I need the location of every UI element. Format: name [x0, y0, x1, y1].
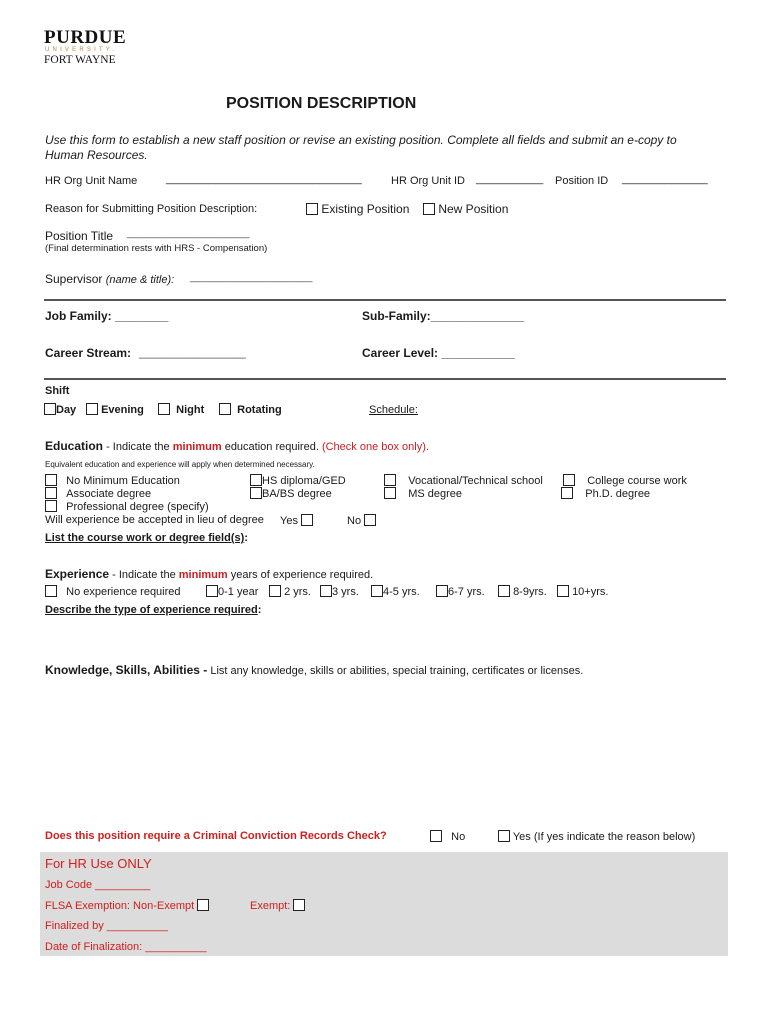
- edu-ms-checkbox[interactable]: [384, 487, 396, 499]
- exp-2-option[interactable]: [269, 585, 311, 598]
- org-unit-id-field[interactable]: ___________: [476, 173, 544, 185]
- shift-rotating-option[interactable]: [219, 403, 282, 416]
- criminal-no-checkbox[interactable]: [430, 830, 442, 842]
- hr-non-exempt-checkbox[interactable]: [197, 899, 209, 911]
- edu-associate-label: Associate degree: [66, 488, 152, 500]
- career-stream-field[interactable]: ________________: [139, 345, 246, 359]
- ksa-desc: List any knowledge, skills or abilities, special training, certificates or licenses.: [207, 665, 584, 677]
- ksa-heading: [45, 663, 583, 677]
- edu-ms-option[interactable]: [384, 487, 462, 500]
- exp-none-option[interactable]: [45, 585, 181, 598]
- shift-rotating-checkbox[interactable]: [219, 403, 231, 415]
- hr-exempt-checkbox[interactable]: [293, 899, 305, 911]
- education-label: Education: [45, 439, 104, 453]
- edu-hs-label: HS diploma/GED: [262, 475, 346, 487]
- exp-none-checkbox[interactable]: [45, 585, 57, 597]
- education-check-one: (Check one box only).: [321, 441, 429, 453]
- edu-lieu-no-option[interactable]: [347, 514, 376, 527]
- exp-8-9-checkbox[interactable]: [498, 585, 510, 597]
- edu-lieu-question: Will experience be accepted in lieu of degree: [45, 514, 264, 526]
- logo-name: PURDUE: [44, 27, 127, 48]
- reason-new-option[interactable]: [423, 202, 508, 216]
- exp-10-checkbox[interactable]: [557, 585, 569, 597]
- edu-no-minimum-checkbox[interactable]: [45, 474, 57, 486]
- supervisor-hint: (name & title):: [105, 274, 175, 286]
- education-minimum: minimum: [172, 441, 222, 453]
- edu-lieu-yes-option[interactable]: [280, 514, 313, 527]
- exp-0-1-option[interactable]: [206, 585, 258, 598]
- edu-college-option[interactable]: [563, 474, 687, 487]
- shift-night-checkbox[interactable]: [158, 403, 170, 415]
- education-desc-2: education required.: [221, 441, 322, 453]
- position-id-field[interactable]: ______________: [622, 173, 708, 185]
- shift-day-label: Day: [56, 404, 77, 416]
- education-equivalent-note: Equivalent education and experience will apply when determined necessary.: [45, 460, 315, 469]
- org-unit-name-field[interactable]: ________________________________: [166, 173, 362, 185]
- experience-desc-2: years of experience required.: [227, 569, 374, 581]
- shift-evening-option[interactable]: [86, 403, 144, 416]
- criminal-yes-label: Yes (If yes indicate the reason below): [512, 831, 696, 843]
- shift-evening-label: Evening: [101, 404, 144, 416]
- edu-vocational-label: Vocational/Technical school: [408, 475, 543, 487]
- edu-ba-checkbox[interactable]: [250, 487, 262, 499]
- edu-college-label: College course work: [587, 475, 687, 487]
- edu-professional-option[interactable]: [45, 500, 209, 513]
- job-family-field[interactable]: Job Family: ________: [45, 309, 169, 323]
- shift-day-option[interactable]: [44, 403, 76, 416]
- org-unit-id-label: HR Org Unit ID: [391, 175, 465, 187]
- hr-finalization-date-field[interactable]: Date of Finalization: __________: [45, 941, 207, 953]
- criminal-yes-option[interactable]: [498, 830, 695, 843]
- shift-night-option[interactable]: [158, 403, 204, 416]
- hr-finalized-by-field[interactable]: Finalized by __________: [45, 920, 168, 932]
- exp-8-9-option[interactable]: [498, 585, 547, 598]
- exp-4-5-checkbox[interactable]: [371, 585, 383, 597]
- supervisor-field[interactable]: ____________________: [190, 271, 313, 283]
- experience-label: Experience: [45, 567, 110, 581]
- reason-existing-option[interactable]: [306, 202, 409, 216]
- schedule-label: Schedule:: [369, 404, 418, 416]
- exp-4-5-label: 4-5 yrs.: [383, 586, 420, 598]
- edu-hs-option[interactable]: [250, 474, 346, 487]
- exp-4-5-option[interactable]: [371, 585, 420, 598]
- hr-exempt-label: Exempt:: [250, 900, 291, 912]
- edu-associate-option[interactable]: [45, 487, 151, 500]
- experience-minimum: minimum: [178, 569, 228, 581]
- position-title-note: (Final determination rests with HRS - Compensation): [45, 243, 268, 254]
- exp-10-label: 10+yrs.: [572, 586, 609, 598]
- edu-lieu-no-label: No: [347, 515, 362, 527]
- criminal-check-question: Does this position require a Criminal Conviction Records Check?: [45, 830, 387, 842]
- org-unit-name-label: HR Org Unit Name: [45, 175, 138, 187]
- divider-1: [44, 299, 726, 301]
- supervisor-label: [45, 272, 174, 286]
- edu-associate-checkbox[interactable]: [45, 487, 57, 499]
- experience-desc-1: - Indicate the: [109, 569, 179, 581]
- edu-lieu-yes-checkbox[interactable]: [301, 514, 313, 526]
- hr-job-code-field[interactable]: Job Code _________: [45, 879, 151, 891]
- intro-line-2: Human Resources.: [45, 148, 148, 162]
- criminal-no-label: No: [451, 831, 466, 843]
- existing-position-checkbox[interactable]: [306, 203, 318, 215]
- position-title-field[interactable]: ____________________: [127, 227, 250, 239]
- edu-professional-label: Professional degree (specify): [66, 501, 209, 513]
- edu-no-minimum-label: No Minimum Education: [66, 475, 180, 487]
- exp-10-option[interactable]: [557, 585, 608, 598]
- career-level-field[interactable]: Career Level: ___________: [362, 346, 515, 360]
- hr-flsa-non-exempt-option[interactable]: [45, 899, 209, 912]
- exp-describe-label: Describe the type of experience required: [45, 604, 258, 616]
- exp-0-1-checkbox[interactable]: [206, 585, 218, 597]
- edu-lieu-yes-label: Yes: [280, 515, 298, 527]
- shift-night-label: Night: [176, 404, 205, 416]
- edu-ba-label: BA/BS degree: [262, 488, 332, 500]
- edu-hs-checkbox[interactable]: [250, 474, 262, 486]
- edu-vocational-checkbox[interactable]: [384, 474, 396, 486]
- existing-position-label: Existing Position: [321, 202, 410, 216]
- logo-subtitle: UNIVERSITY.: [45, 47, 118, 53]
- exp-3-label: 3 yrs.: [332, 586, 359, 598]
- edu-no-minimum-option[interactable]: [45, 474, 180, 487]
- ksa-label: Knowledge, Skills, Abilities -: [45, 663, 208, 677]
- exp-3-option[interactable]: [320, 585, 359, 598]
- edu-phd-option[interactable]: [561, 487, 650, 500]
- edu-ms-label: MS degree: [408, 488, 463, 500]
- exp-0-1-label: 0-1 year: [218, 586, 259, 598]
- exp-6-7-checkbox[interactable]: [436, 585, 448, 597]
- new-position-label: New Position: [438, 202, 509, 216]
- shift-rotating-label: Rotating: [237, 404, 282, 416]
- hr-exempt-option[interactable]: [250, 899, 305, 912]
- exp-2-checkbox[interactable]: [269, 585, 281, 597]
- intro-line-1: Use this form to establish a new staff position or revise an existing position. Complete all fields and submit an e-copy to: [45, 133, 677, 147]
- experience-heading: [45, 567, 373, 581]
- reason-label: Reason for Submitting Position Description:: [45, 203, 258, 215]
- position-title-label: Position Title: [45, 229, 114, 243]
- criminal-yes-checkbox[interactable]: [498, 830, 510, 842]
- sub-family-field[interactable]: Sub-Family:______________: [362, 309, 525, 323]
- edu-college-checkbox[interactable]: [563, 474, 575, 486]
- education-heading: [45, 439, 429, 453]
- divider-2: [44, 378, 726, 380]
- edu-professional-checkbox[interactable]: [45, 500, 57, 512]
- exp-6-7-label: 6-7 yrs.: [448, 586, 485, 598]
- exp-6-7-option[interactable]: [436, 585, 485, 598]
- page-title: POSITION DESCRIPTION: [226, 95, 417, 112]
- criminal-no-option[interactable]: [430, 830, 465, 843]
- edu-phd-checkbox[interactable]: [561, 487, 573, 499]
- exp-3-checkbox[interactable]: [320, 585, 332, 597]
- edu-list-prompt: List the course work or degree field(s):: [45, 532, 248, 544]
- exp-describe-prompt: Describe the type of experience required:: [45, 604, 262, 616]
- shift-day-checkbox[interactable]: [44, 403, 56, 415]
- exp-2-label: 2 yrs.: [284, 586, 311, 598]
- exp-none-label: No experience required: [66, 586, 181, 598]
- supervisor-text: Supervisor: [45, 272, 103, 286]
- career-stream-label: Career Stream:: [45, 346, 132, 360]
- edu-ba-option[interactable]: [250, 487, 332, 500]
- edu-phd-label: Ph.D. degree: [585, 488, 651, 500]
- hr-use-title: For HR Use ONLY: [45, 856, 152, 871]
- hr-flsa-label: FLSA Exemption: Non-Exempt: [45, 900, 195, 912]
- edu-list-label: List the course work or degree field(s): [45, 532, 245, 544]
- shift-evening-checkbox[interactable]: [86, 403, 98, 415]
- shift-label: Shift: [45, 385, 70, 397]
- logo-campus: FORT WAYNE: [44, 54, 116, 66]
- education-desc-1: - Indicate the: [103, 441, 173, 453]
- edu-lieu-no-checkbox[interactable]: [364, 514, 376, 526]
- new-position-checkbox[interactable]: [423, 203, 435, 215]
- edu-vocational-option[interactable]: [384, 474, 543, 487]
- position-id-label: Position ID: [555, 175, 609, 187]
- exp-8-9-label: 8-9yrs.: [513, 586, 547, 598]
